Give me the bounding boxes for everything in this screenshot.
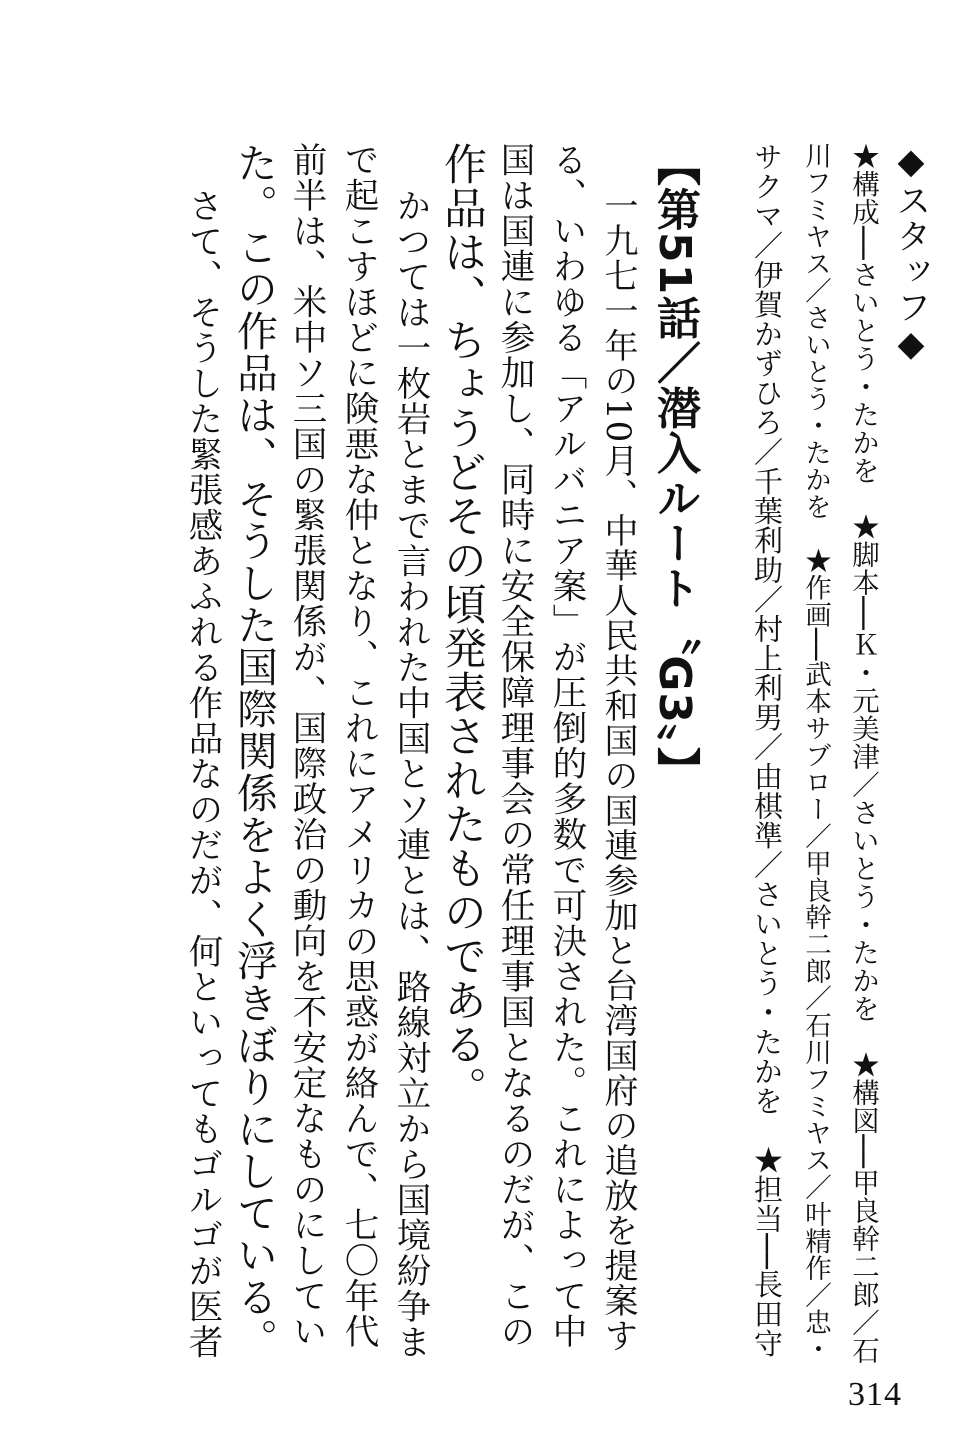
staff-credits-line-2: 川フミヤス／さいとう・たかを ★作画──武本サブロー／甲良幹二郎／石川フミヤス／叶精作／忠・ bbox=[800, 142, 831, 1363]
staff-credits-line-1: ★構成──さいとう・たかを ★脚本──Ｋ・元美津／さいとう・たかを ★構図──甲良幹二郎／石 bbox=[847, 142, 879, 1365]
body-line-3: 国は国連に参加し、同時に安全保障理事会の常任理事国となるのだが、この bbox=[494, 142, 534, 1349]
body-line-1: 一九七一年の10月、中華人民共和国の国連参加と台湾国府の追放を提案す bbox=[598, 188, 638, 1354]
body-line-8: た。この作品は、そうした国際関係をよく浮きぼりにしている。 bbox=[230, 142, 278, 1360]
staff-credits-line-3: サクマ／伊賀かずひろ／千葉利助／村上利男／由棋準／さいとう・たかを ★担当──長田守 bbox=[750, 142, 784, 1358]
body-line-9: さて、そうした緊張感あふれる作品なのだが、何といってもゴルゴが医者 bbox=[182, 188, 222, 1360]
body-line-2: る、いわゆる「アルバニア案」が圧倒的多数で可決された。これによって中 bbox=[546, 142, 586, 1349]
body-line-5: かつては一枚岩とまで言われた中国とソ連とは、路線対立から国境紛争ま bbox=[390, 188, 430, 1360]
body-line-7: 前半は、米中ソ三国の緊張関係が、国際政治の動向を不安定なものにしてい bbox=[286, 142, 326, 1349]
staff-title: ◆スタッフ◆ bbox=[891, 142, 931, 365]
body-line-4: 作品は、ちょうどその頃発表されたものである。 bbox=[437, 142, 487, 1110]
body-line-6: で起こすほどに険悪な仲となり、これにアメリカの思惑が絡んで、七〇年代 bbox=[338, 142, 378, 1349]
episode-heading: 【第51話／潜入ルート〝G3〟】 bbox=[649, 142, 700, 792]
page-number: 314 bbox=[848, 1376, 902, 1413]
